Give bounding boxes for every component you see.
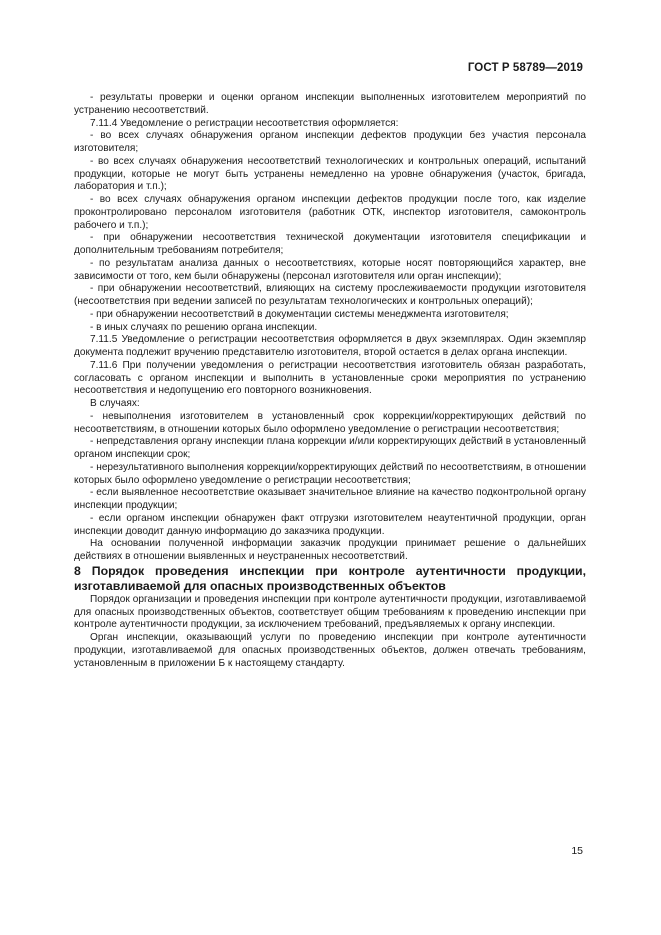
list-item: - при обнаружении несоответствий в документации системы менеджмента изготовителя; bbox=[90, 308, 509, 320]
paragraph: Порядок организации и проведения инспекции при контроле аутентичности продукции, изготавливаемой для опасных производственных объектов, соответствует общим требованиям к проведению инспекции при контроле аутентичности продукции, за исключением требований, предъявляемых к органу инспекции. bbox=[74, 593, 586, 631]
list-item: - невыполнения изготовителем в установленный срок коррекции/корректирующих действий по несоответствиям, в отношении которых было оформлено уведомление о регистрации несоответствия; bbox=[74, 410, 586, 435]
paragraph: В случаях: bbox=[90, 398, 140, 409]
list-item: - если органом инспекции обнаружен факт отгрузки изготовителем неаутентичной продукции, орган инспекции доводит данную информацию до заказчика продукции. bbox=[74, 512, 586, 537]
paragraph: 7.11.6 При получении уведомления о регистрации несоответствия изготовитель обязан разработать, согласовать с органом инспекции и выполнить в установленные сроки мероприятия по устранению несоответствия и недопущению его повторного возникновения. bbox=[74, 359, 586, 397]
paragraph: - результаты проверки и оценки органом инспекции выполненных изготовителем мероприятий по устранению несоответствий. bbox=[74, 92, 586, 116]
paragraph: 7.11.4 Уведомление о регистрации несоответствия оформляется: bbox=[90, 117, 399, 129]
list-item: - во всех случаях обнаружения органом инспекции дефектов продукции без участия персонала изготовителя; bbox=[74, 130, 586, 154]
document-body bbox=[74, 92, 586, 670]
section-heading: 8 Порядок проведения инспекции при контроле аутентичности продукции, изготавливаемой для опасных производственных объектов bbox=[74, 563, 586, 593]
standard-header: ГОСТ Р 58789—2019 bbox=[467, 62, 583, 74]
list-item: - во всех случаях обнаружения органом инспекции дефектов продукции после того, как изделие проконтролировано персоналом изготовителя (работник ОТК, инспектор изготовителя, самоконтроль рабочего и т.п.); bbox=[74, 194, 586, 231]
list-item: - во всех случаях обнаружения несоответствий технологических и контрольных операций, испытаний продукции, которые не могут быть устранены немедленно на уровне обнаружения (участок, бригада, лаборатория и т.п.); bbox=[74, 155, 586, 193]
list-item: - непредставления органу инспекции плана коррекции и/или корректирующих действий в установленный органом инспекции срок; bbox=[74, 436, 586, 460]
paragraph: На основании полученной информации заказчик продукции принимает решение о дальнейших действиях в отношении выявленных и неустраненных несоответствий. bbox=[74, 538, 586, 562]
page-number: 15 bbox=[571, 845, 583, 857]
list-item: - нерезультативного выполнения коррекции/корректирующих действий по несоответствиям, в отношении которых было оформлено уведомление о регистрации несоответствия; bbox=[74, 461, 586, 486]
list-item: - по результатам анализа данных о несоответствиях, которые носят повторяющийся характер, вне зависимости от того, кем были обнаружены (персонал изготовителя или орган инспекции); bbox=[74, 257, 586, 282]
list-item: - при обнаружении несоответствия технической документации изготовителя спецификации и дополнительным требованиям потребителя; bbox=[74, 232, 586, 256]
list-item: - при обнаружении несоответствий, влияющих на систему прослеживаемости продукции изготовителя (несоответствия при ведении записей по результатам технологических и контрольных операций); bbox=[74, 283, 586, 307]
list-item: - в иных случаях по решению органа инспекции. bbox=[90, 321, 318, 333]
paragraph: Орган инспекции, оказывающий услуги по проведению инспекции при контроле аутентичности продукции, изготавливаемой для опасных производственных объектов, должен отвечать требованиям, установленным в приложении Б к настоящему стандарту. bbox=[74, 632, 586, 669]
paragraph: 7.11.5 Уведомление о регистрации несоответствия оформляется в двух экземплярах. Один экземпляр документа подлежит вручению представителю изготовителя, второй остается в делах органа инспекции. bbox=[74, 334, 586, 358]
list-item: - если выявленное несоответствие оказывает значительное влияние на качество подконтрольной органу инспекции продукции; bbox=[74, 487, 586, 511]
